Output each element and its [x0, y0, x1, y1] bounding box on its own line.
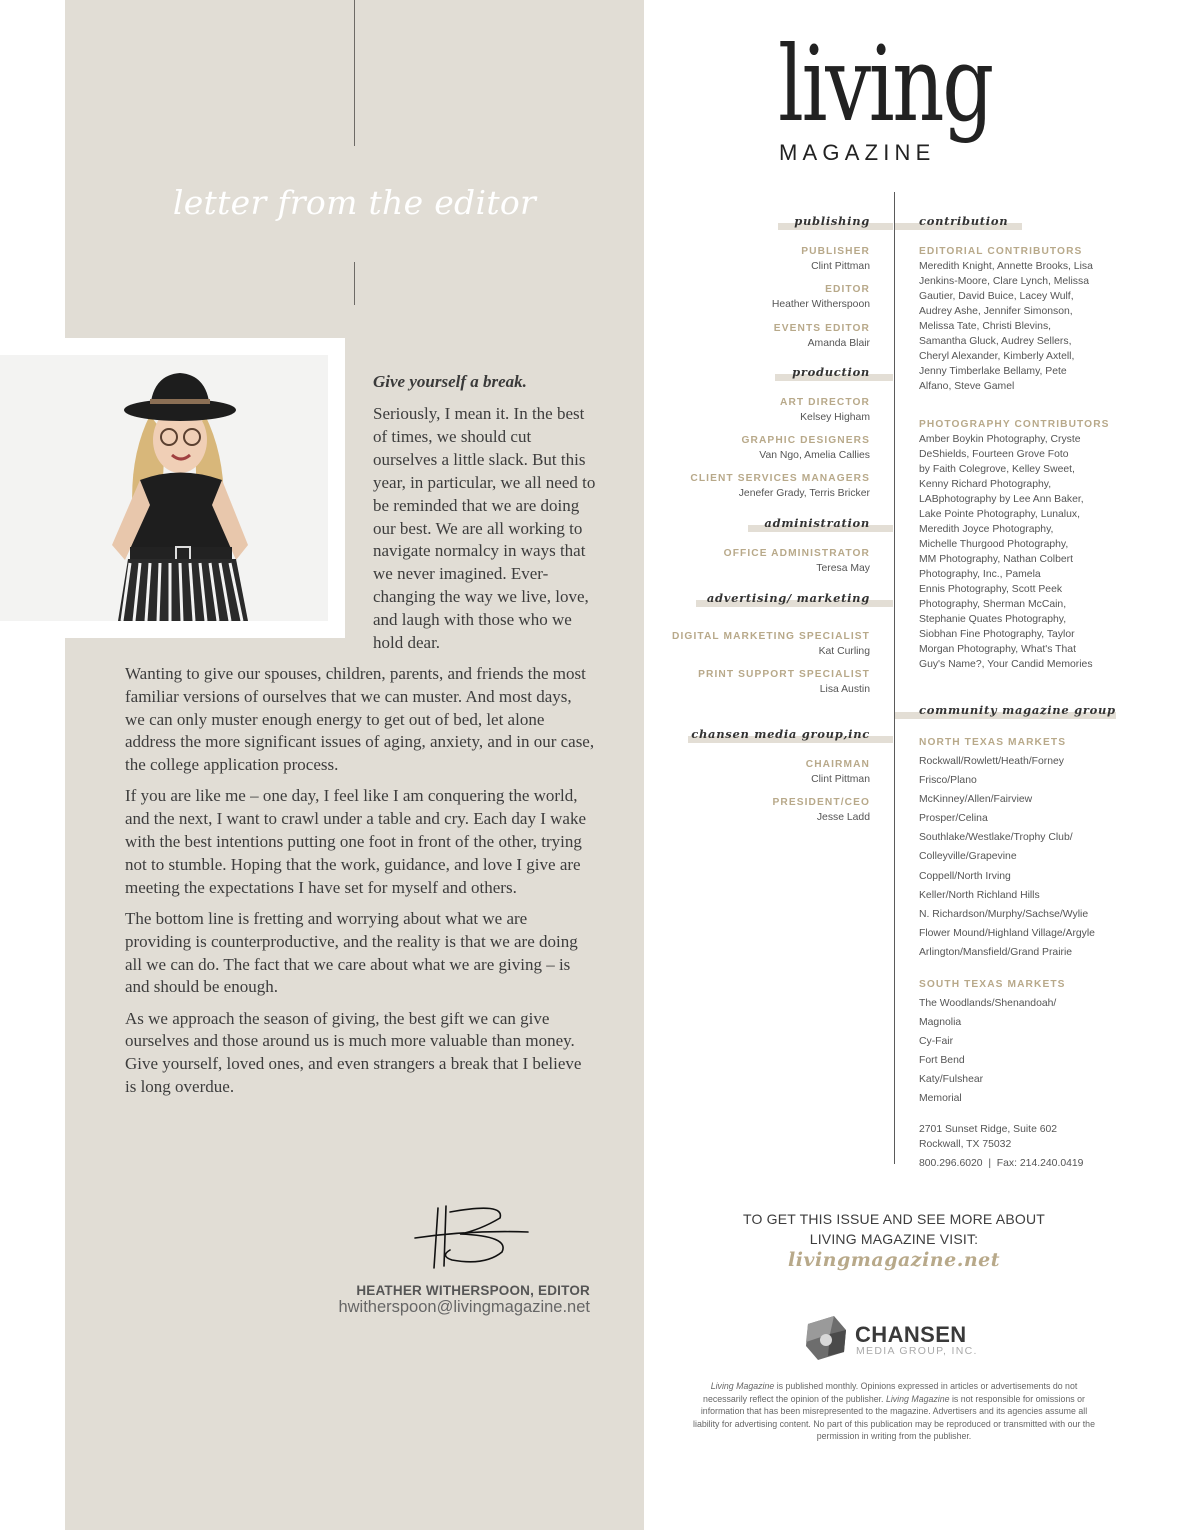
- website-link[interactable]: livingmagazine.net: [787, 1249, 1000, 1271]
- contributor-line: by Faith Colegrove, Kelley Sweet,: [919, 464, 1075, 475]
- contributor-line: Gautier, David Buice, Lacey Wulf,: [919, 291, 1074, 302]
- name-events-editor: Amanda Blair: [807, 338, 870, 349]
- role-editor: EDITOR: [825, 284, 870, 295]
- role-digital-marketing: DIGITAL MARKETING SPECIALIST: [672, 631, 870, 642]
- label-chansen: chansen media group,inc: [691, 727, 870, 741]
- letter-paragraph: Wanting to give our spouses, children, parents, and friends the most familiar versions of ourselves that we can muster. And most days, we can only muster enough energy to get out of bed, let alone address the more significant issues of aging, anxiety, and in our case, the college application process.: [125, 664, 595, 775]
- contributor-line: Michelle Thurgood Photography,: [919, 539, 1069, 550]
- market-item: Rockwall/Rowlett/Heath/Forney: [919, 756, 1064, 767]
- contributor-line: Melissa Tate, Christi Blevins,: [919, 321, 1052, 332]
- contributor-line: LABphotography by Lee Ann Baker,: [919, 494, 1084, 505]
- label-publishing: publishing: [794, 214, 870, 228]
- letter-paragraph: The bottom line is fretting and worrying about what we are providing is counterproductive, and the reality is that we are doing all we can do. The fact that we care about what we are giving – is and should be enough.: [125, 908, 578, 997]
- contributor-line: DeShields, Fourteen Grove Foto: [919, 449, 1069, 460]
- contributor-line: Kenny Richard Photography,: [919, 479, 1052, 490]
- market-item: Magnolia: [919, 1017, 962, 1029]
- section-title: letter from the editor: [172, 183, 537, 222]
- market-item: Katy/Fulshear: [919, 1074, 984, 1086]
- disclaimer-title: Living Magazine: [885, 1393, 950, 1404]
- market-item: Coppell/North Irving: [919, 870, 1011, 882]
- market-item: Keller/North Richland Hills: [919, 889, 1040, 901]
- contributor-line: Meredith Knight, Annette Brooks, Lisa: [919, 261, 1093, 272]
- editor-signature: [410, 1200, 535, 1275]
- name-print-support: Lisa Austin: [819, 684, 870, 695]
- disclaimer-title: Living Magazine: [710, 1381, 775, 1391]
- role-editorial-contributors: EDITORIAL CONTRIBUTORS: [919, 246, 1083, 257]
- magazine-logo-sub: MAGAZINE: [779, 140, 936, 165]
- contributor-line: Cheryl Alexander, Kimberly Axtell,: [919, 351, 1075, 362]
- letter-paragraph: As we approach the season of giving, the best gift we can give ourselves and those around us is much more valuable than money. Give yourself, loved ones, and even strangers a break that I believe is long overdue.: [125, 1008, 582, 1097]
- role-north-texas: NORTH TEXAS MARKETS: [919, 737, 1067, 748]
- contributor-line: Photography, Sherman McCain,: [919, 599, 1067, 610]
- role-south-texas: SOUTH TEXAS MARKETS: [919, 979, 1066, 990]
- south-texas-markets: [919, 994, 1056, 1109]
- cta-line: TO GET THIS ISSUE AND SEE MORE ABOUT: [742, 1211, 1046, 1227]
- role-chairman: CHAIRMAN: [805, 759, 870, 770]
- name-digital-marketing: Kat Curling: [818, 646, 870, 657]
- contributor-line: Siobhan Fine Photography, Taylor: [919, 629, 1075, 640]
- contributor-line: Jenkins-Moore, Clare Lynch, Melissa: [919, 276, 1089, 287]
- contributor-line: Ennis Photography, Scott Peek: [919, 584, 1063, 595]
- contributor-line: Meredith Joyce Photography,: [919, 524, 1054, 535]
- role-graphic-designers: GRAPHIC DESIGNERS: [741, 435, 870, 446]
- name-president: Jesse Ladd: [816, 812, 870, 823]
- contributor-line: Audrey Ashe, Jennifer Simonson,: [919, 306, 1073, 317]
- name-client-services: Jenefer Grady, Terris Bricker: [738, 488, 870, 499]
- address-line: Rockwall, TX 75032: [919, 1139, 1012, 1150]
- market-item: Flower Mound/Highland Village/Argyle: [919, 927, 1095, 939]
- office-address: [919, 1122, 1109, 1171]
- label-community: community magazine group: [919, 703, 1116, 717]
- market-item: Frisco/Plano: [919, 775, 977, 787]
- north-texas-markets: [919, 752, 1095, 962]
- role-events-editor: EVENTS EDITOR: [773, 323, 870, 334]
- name-chairman: Clint Pittman: [811, 774, 870, 785]
- market-item: Fort Bend: [919, 1055, 965, 1067]
- letter-paragraph: If you are like me – one day, I feel like I am conquering the world, and the next, I want to crawl under a table and cry. Each day I wake with the best intentions putting one foot in front of the other, trying not to stumble. Hoping that the work, guidance, and love I give are meeting the expectations I have set for myself and others.: [125, 786, 587, 897]
- letter-body: [125, 663, 595, 1107]
- signature-email[interactable]: hwitherspoon@livingmagazine.net: [338, 1298, 590, 1316]
- label-contribution: contribution: [919, 214, 1009, 228]
- market-item: N. Richardson/Murphy/Sachse/Wylie: [919, 908, 1089, 920]
- name-publisher: Clint Pittman: [811, 261, 870, 272]
- chansen-logo-sub: MEDIA GROUP, INC.: [856, 1345, 978, 1357]
- disclaimer-text: is published monthly. Opinions expressed in articles or advertisements do not necessarily reflect the opinion of the publisher.: [703, 1381, 1078, 1404]
- contributor-line: MM Photography, Nathan Colbert: [919, 554, 1074, 565]
- chansen-logo-mark: [800, 1312, 852, 1364]
- market-item: Arlington/Mansfield/Grand Prairie: [919, 946, 1073, 958]
- editor-photo: [0, 355, 328, 621]
- contributor-line: Amber Boykin Photography, Cryste: [919, 434, 1081, 445]
- letter-intro: Seriously, I mean it. In the best of times, we should cut ourselves a little slack. But this year, in particular, we all need to be reminded that we are doing our best. We are all working to navigate normalcy in ways that we never imagined. Ever-changing the way we live, love, and laugh with those who we hold dear.: [373, 404, 596, 653]
- cta-text: [700, 1209, 1088, 1249]
- name-art-director: Kelsey Higham: [800, 412, 870, 423]
- phone-fax: 800.296.6020 | Fax: 214.240.0419: [919, 1158, 1084, 1169]
- role-print-support: PRINT SUPPORT SPECIALIST: [698, 669, 870, 680]
- chansen-logo-word: CHANSEN: [855, 1322, 967, 1347]
- cta-line: LIVING MAGAZINE VISIT:: [809, 1231, 979, 1247]
- magazine-logo-word: living: [778, 23, 992, 145]
- photography-contributors-list: [919, 432, 1109, 672]
- address-line: 2701 Sunset Ridge, Suite 602: [919, 1124, 1058, 1135]
- market-item: Memorial: [919, 1093, 962, 1105]
- market-item: Prosper/Celina: [919, 813, 988, 825]
- contributor-line: Morgan Photography, What's That: [919, 644, 1076, 655]
- market-item: McKinney/Allen/Fairview: [919, 794, 1033, 806]
- contributor-line: Alfano, Steve Gamel: [919, 381, 1015, 392]
- letter-headline: Give yourself a break.: [373, 372, 527, 391]
- role-president: PRESIDENT/CEO: [772, 797, 870, 808]
- contributor-line: Photography, Inc., Pamela: [919, 569, 1041, 580]
- contributor-line: Guy's Name?, Your Candid Memories: [919, 659, 1093, 670]
- name-graphic-designers: Van Ngo, Amelia Callies: [759, 450, 870, 461]
- name-office-admin: Teresa May: [816, 563, 870, 574]
- contributor-line: Lake Pointe Photography, Lunalux,: [919, 509, 1080, 520]
- title-divider-line: [354, 262, 355, 305]
- label-advertising: advertising/ marketing: [706, 591, 870, 605]
- disclaimer-text: is not responsible for omissions or information that has been misrepresented to the magazine. Advertisers and its agencies assume all liability for advertising content. No part of this publication may be reproduced or transmitted with our the permission in writing from the publisher.: [693, 1393, 1095, 1441]
- role-art-director: ART DIRECTOR: [780, 397, 870, 408]
- role-office-admin: OFFICE ADMINISTRATOR: [723, 548, 870, 559]
- market-item: The Woodlands/Shenandoah/: [919, 998, 1057, 1009]
- name-editor: Heather Witherspoon: [771, 299, 870, 310]
- disclaimer: [692, 1380, 1096, 1443]
- market-item: Cy-Fair: [919, 1036, 954, 1048]
- signature-name: HEATHER WITHERSPOON, EDITOR: [356, 1283, 590, 1298]
- market-item: Southlake/Westlake/Trophy Club/: [919, 832, 1073, 844]
- label-production: production: [792, 365, 870, 379]
- role-publisher: PUBLISHER: [801, 246, 870, 257]
- role-client-services: CLIENT SERVICES MANAGERS: [690, 473, 870, 484]
- editorial-contributors-list: [919, 259, 1109, 394]
- market-item: Colleyville/Grapevine: [919, 851, 1017, 863]
- contributor-line: Stephanie Quates Photography,: [919, 614, 1067, 625]
- role-photography-contributors: PHOTOGRAPHY CONTRIBUTORS: [919, 419, 1110, 430]
- top-divider-line: [354, 0, 355, 146]
- contributor-line: Samantha Gluck, Audrey Sellers,: [919, 336, 1072, 347]
- label-administration: administration: [764, 516, 870, 530]
- contributor-line: Jenny Timberlake Bellamy, Pete: [919, 366, 1067, 377]
- masthead-divider: [894, 192, 895, 1164]
